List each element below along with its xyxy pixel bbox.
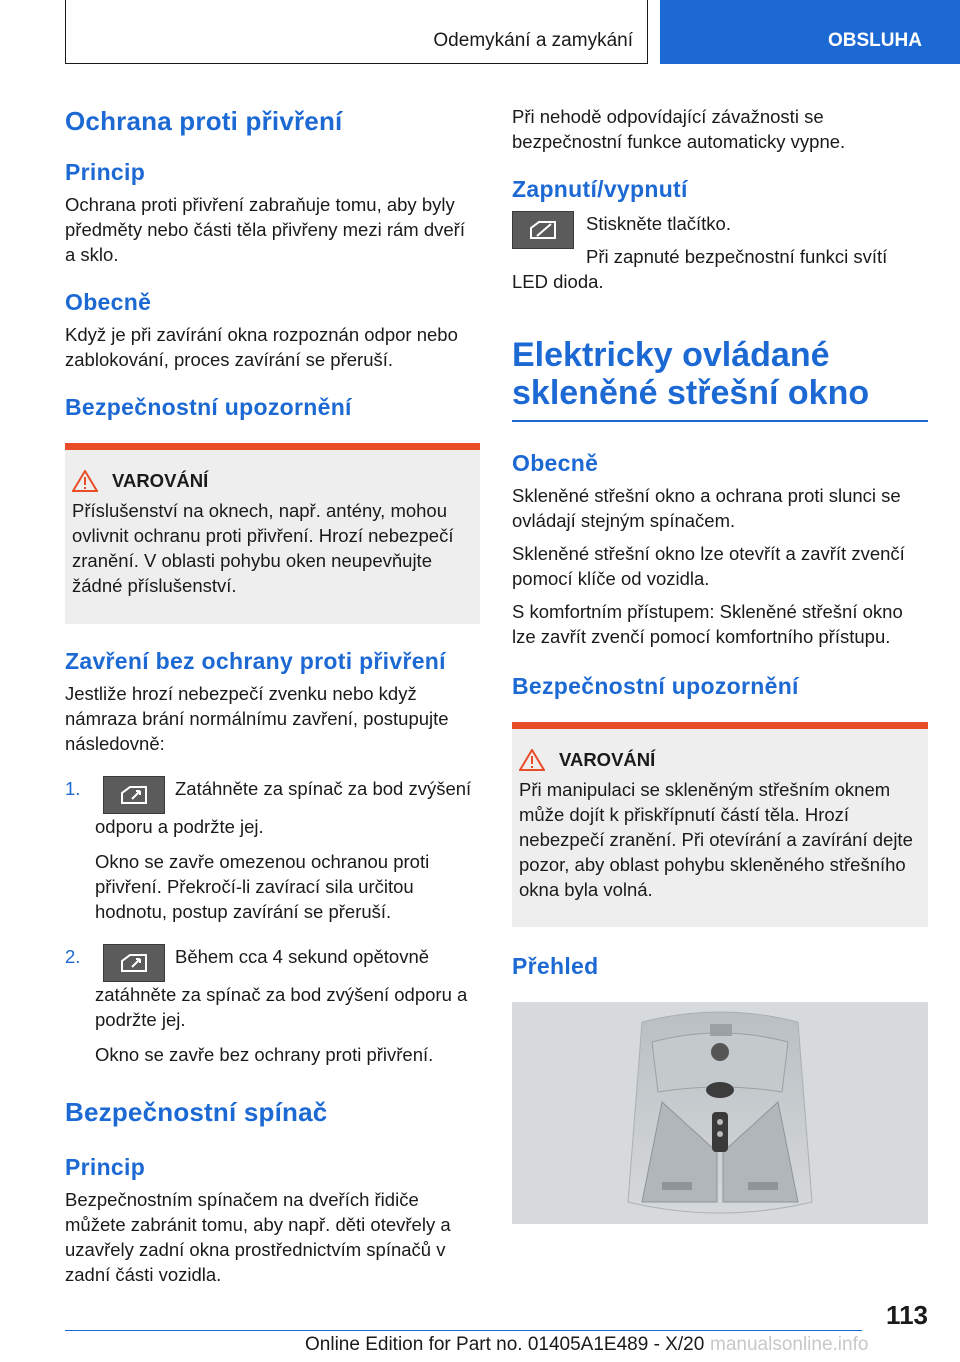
heading-anti-trap: Ochrana proti přivření — [65, 106, 343, 136]
text-accident: Při nehodě odpovídající závažnosti se bezpečnostní funkce automaticky vypne. — [512, 106, 846, 152]
text-safety-switch: Bezpečnostním spínačem na dveřích řidiče můžete zabránit tomu, aby např. děti otevřely a uzavřely zadní okna prostřednictvím spínačů v zadní části vozidla. — [65, 1189, 451, 1285]
heading-safety-notes: Bezpečnostní upozornění — [65, 394, 352, 420]
roof-console-photo — [512, 1002, 928, 1224]
window-switch-icon — [103, 944, 165, 982]
step-number: 2. — [65, 946, 81, 967]
warning-box — [65, 443, 480, 624]
text-principle: Ochrana proti přivření zabraňuje tomu, aby byly předměty nebo části těla přivřeny mezi rám dveří a sklo. — [65, 194, 465, 265]
heading-overview: Přehled — [512, 953, 599, 979]
safety-switch-icon — [512, 211, 574, 249]
warning-title: VAROVÁNÍ — [559, 749, 656, 770]
heading-close-without-protection: Zavření bez ochrany proti přivření — [65, 648, 446, 674]
step-1-result: Okno se zavře omezenou ochranou proti přivření. Překročí-li zavírací sila určitou hodnotu, postup zavírání se přeruší. — [95, 851, 430, 922]
watermark: manualsonline.info — [710, 1334, 869, 1355]
step-1 — [65, 776, 480, 924]
text-general: Když je při zavírání okna rozpoznán odpor nebo zablokování, proces zavírání se přeruší. — [65, 324, 458, 370]
overhead-console-illustration — [512, 1002, 928, 1224]
step-2-text: Během cca 4 sekund opětovně zatáhněte za spínač za bod zvýšení odporu a podržte jej. — [95, 946, 468, 1030]
warning-triangle-icon — [72, 470, 98, 492]
page-number: 113 — [886, 1300, 928, 1330]
header-chapter-tab: OBSLUHA — [660, 0, 960, 64]
heading-safety-switch: Bezpečnostní spínač — [65, 1097, 328, 1127]
warning-title: VAROVÁNÍ — [112, 470, 209, 491]
header-section-title: Odemykání a zamykání — [433, 30, 633, 51]
heading-glass-roof: Elektricky ovládané skleněné střešní okno — [512, 336, 870, 412]
on-off-block — [512, 211, 928, 294]
warning-text: Při manipulaci se skleněným střešním oknem může dojít k přiskřípnutí částí těla. Hrozí nebezpečí zranění. Při otevírání a zavírání dejte pozor, aby oblast pohybu skleněného střešního okna byla volná. — [519, 779, 913, 900]
text-roof-1: Skleněné střešní okno a ochrana proti slunci se ovládají stejným spínačem. — [512, 485, 901, 531]
heading-principle-2: Princip — [65, 1154, 146, 1180]
heading-general: Obecně — [65, 289, 152, 315]
text-press-button: Stiskněte tlačítko. — [586, 213, 731, 234]
heading-rule — [512, 420, 928, 422]
heading-principle: Princip — [65, 159, 146, 185]
text-close-without-protection: Jestliže hrozí nebezpečí zvenku nebo když námraza brání normálnímu zavření, postupujte následovně: — [65, 683, 449, 754]
right-column — [512, 100, 928, 1224]
text-roof-2: Skleněné střešní okno lze otevřít a zavřít zvenčí pomocí klíče od vozidla. — [512, 543, 905, 589]
heading-general-roof: Obecně — [512, 450, 599, 476]
heading-safety-notes-roof: Bezpečnostní upozornění — [512, 673, 799, 699]
heading-on-off: Zapnutí/vypnutí — [512, 176, 688, 202]
step-2 — [65, 944, 480, 1067]
footer-edition: Online Edition for Part no. 01405A1E489 - X/20 — [305, 1334, 705, 1355]
header-frame — [65, 0, 648, 64]
step-1-text: Zatáhněte za spínač za bod zvýšení odporu a podržte jej. — [95, 778, 472, 837]
warning-triangle-icon — [519, 749, 545, 771]
step-2-result: Okno se zavře bez ochrany proti přivření. — [95, 1044, 434, 1065]
text-roof-3: S komfortním přístupem: Skleněné střešní okno lze zavřít zvenčí pomocí komfortního přístupu. — [512, 601, 903, 647]
warning-box-roof — [512, 722, 928, 927]
text-led: Při zapnuté bezpečnostní funkci svítí LED dioda. — [512, 246, 888, 292]
window-switch-icon — [103, 776, 165, 814]
warning-text: Příslušenství na oknech, např. antény, mohou ovlivnit ochranu proti přivření. Hrozí nebezpečí zranění. V oblasti pohybu oken neupevňujte žádné příslušenství. — [72, 500, 454, 596]
step-number: 1. — [65, 778, 81, 799]
footer-rule — [65, 1330, 862, 1331]
left-column — [65, 100, 480, 1287]
